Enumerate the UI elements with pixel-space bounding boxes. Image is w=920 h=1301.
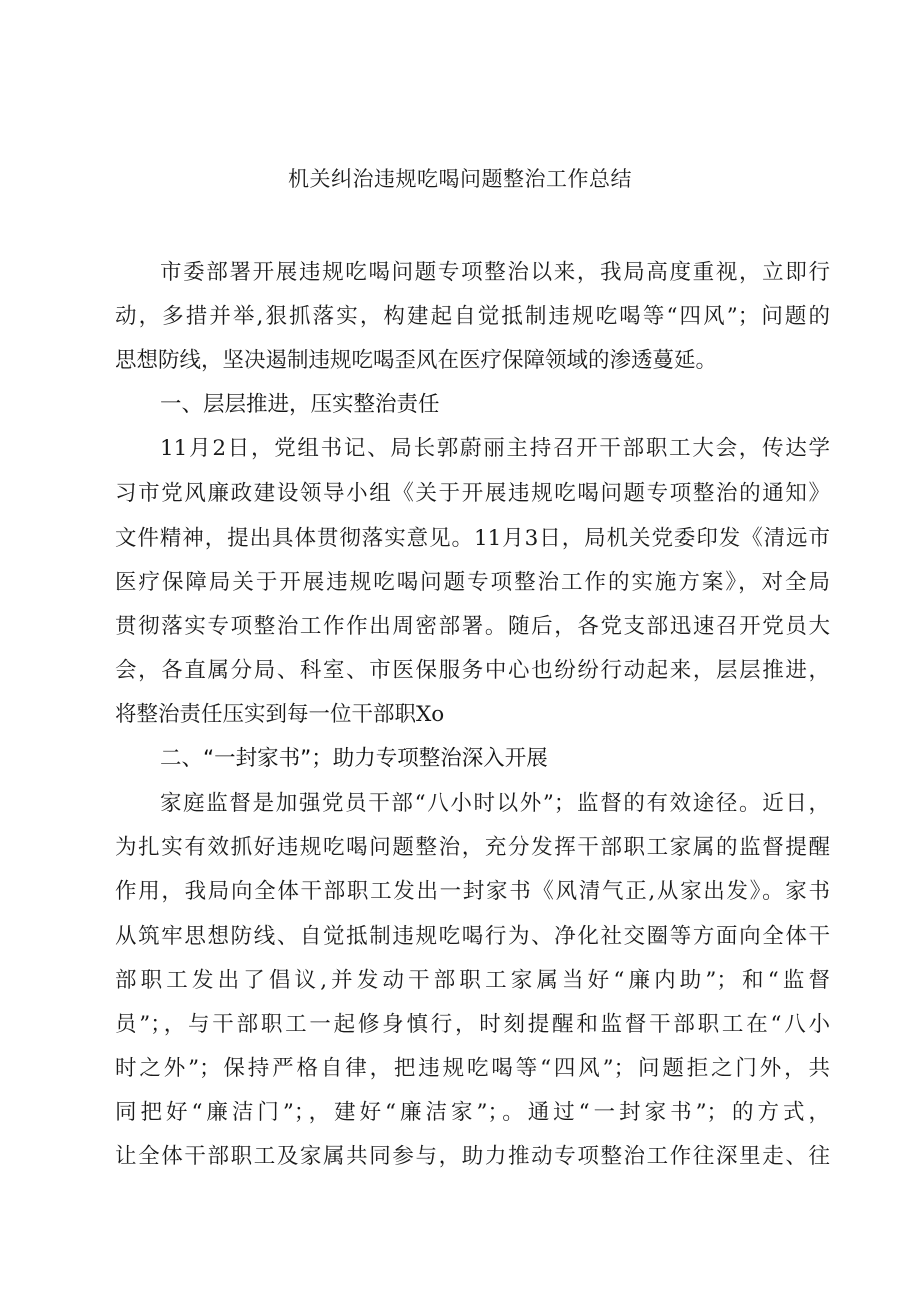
paragraph-line: 部职工发出了倡议,并发动干部职工家属当好“廉内助”；和“监督	[115, 968, 830, 993]
paragraph-line: 思想防线，坚决遏制违规吃喝歪风在医疗保障领域的渗透蔓延。	[115, 348, 718, 373]
paragraph-line: 文件精神，提出具体贯彻落实意见。11月3日，局机关党委印发《清远市	[115, 526, 830, 551]
paragraph-line: 时之外”；保持严格自律，把违规吃喝等“四风”；问题拒之门外，共	[115, 1056, 830, 1081]
paragraph-line: 市委部署开展违规吃喝问题专项整治以来，我局高度重视，立即行	[160, 260, 830, 285]
paragraph-line: 11月2日，党组书记、局长郭蔚丽主持召开干部职工大会，传达学	[160, 436, 830, 461]
paragraph-line: 作用，我局向全体干部职工发出一封家书《风清气正,从家出发》。家书	[115, 879, 830, 904]
paragraph-line: 会，各直属分局、科室、市医保服务中心也纷纷行动起来，层层推进，	[115, 658, 830, 683]
paragraph-line: 为扎实有效抓好违规吃喝问题整治，充分发挥干部职工家属的监督提醒	[115, 835, 830, 860]
paragraph-line: 员”；，与干部职工一起修身慎行，时刻提醒和监督干部职工在“八小	[115, 1012, 830, 1037]
paragraph-line: 习市党风廉政建设领导小组《关于开展违规吃喝问题专项整治的通知》	[115, 481, 830, 506]
section-heading-1: 一、层层推进，压实整治责任	[160, 392, 440, 417]
paragraph-line: 同把好“廉洁门”；，建好“廉洁家”；。通过“一封家书”；的方式，	[115, 1100, 830, 1125]
paragraph-line: 将整治责任压实到每一位干部职Xo	[115, 702, 445, 727]
section-heading-2: 二、“一封家书”；助力专项整治深入开展	[160, 746, 548, 771]
document-title: 机关纠治违规吃喝问题整治工作总结	[288, 167, 632, 191]
paragraph-line: 家庭监督是加强党员干部“八小时以外”；监督的有效途径。近日，	[160, 791, 830, 816]
paragraph-line: 医疗保障局关于开展违规吃喝问题专项整治工作的实施方案》，对全局	[115, 570, 830, 595]
paragraph-line: 贯彻落实专项整治工作作出周密部署。随后，各党支部迅速召开党员大	[115, 614, 830, 639]
paragraph-line: 从筑牢思想防线、自觉抵制违规吃喝行为、净化社交圈等方面向全体干	[115, 924, 830, 949]
paragraph-line: 让全体干部职工及家属共同参与，助力推动专项整治工作往深里走、往	[115, 1144, 830, 1169]
paragraph-line: 动，多措并举,狠抓落实，构建起自觉抵制违规吃喝等“四风”；问题的	[115, 304, 830, 329]
